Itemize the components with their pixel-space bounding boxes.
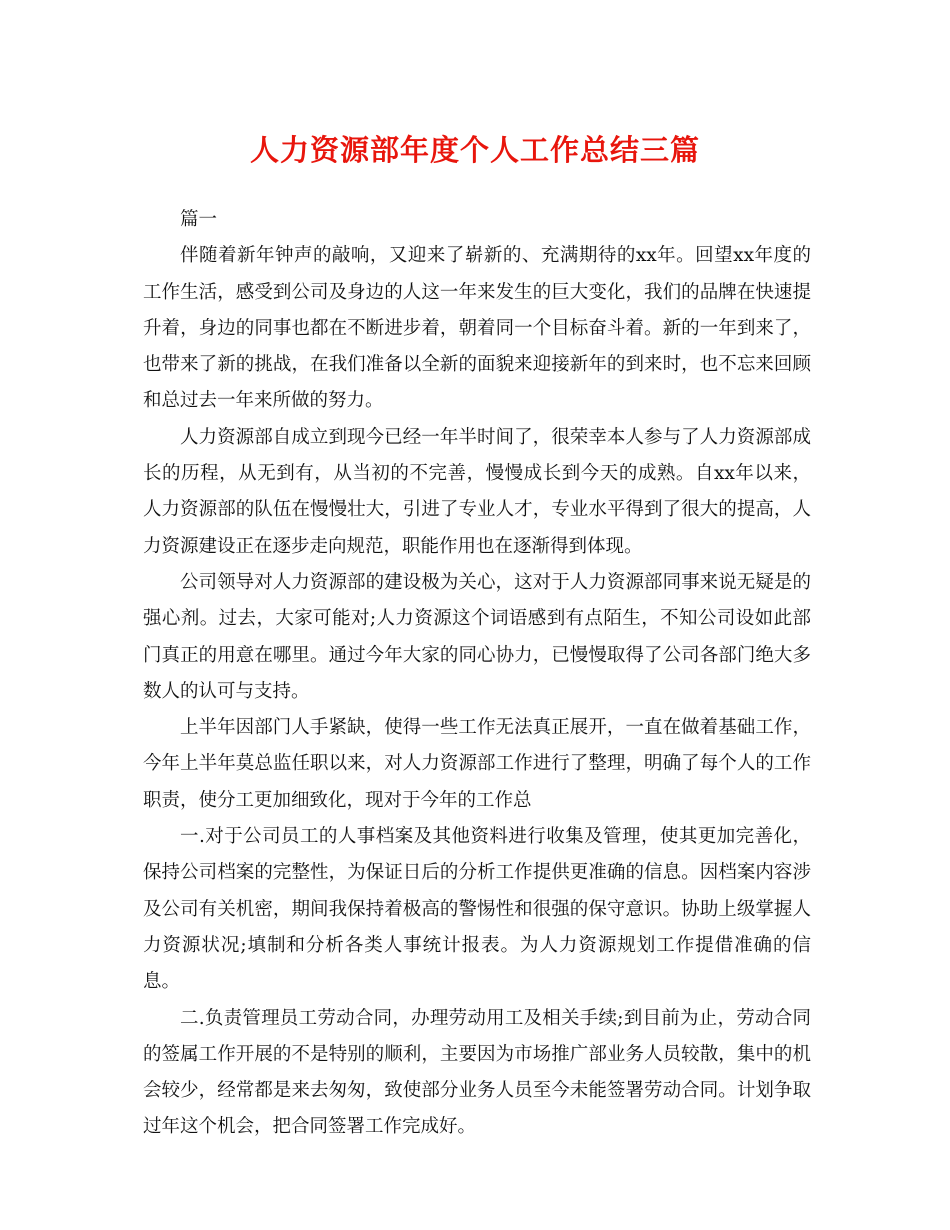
- paragraph: 公司领导对人力资源部的建设极为关心，这对于人力资源部同事来说无疑是的强心剂。过去，大家可能对;人力资源这个词语感到有点陌生，不知公司设如此部门真正的用意在哪里。通过今年大家的同心协力，已慢慢取得了公司各部门绝大多数人的认可与支持。: [143, 571, 811, 702]
- paragraph: 上半年因部门人手紧缺，使得一些工作无法真正展开，一直在做着基础工作，今年上半年莫总监任职以来，对人力资源部工作进行了整理，明确了每个人的工作职责，使分工更加细致化，现对于今年的工作总: [143, 717, 811, 811]
- document-title: 人力资源部年度个人工作总结三篇: [249, 133, 700, 167]
- section-label: 篇一: [180, 209, 218, 230]
- paragraph: 二.负责管理员工劳动合同，办理劳动用工及相关手续;到目前为止，劳动合同的签属工作开展的不是特别的顺利，主要因为市场推广部业务人员较散，集中的机会较少，经常都是来去匆匆，致使部分业务人员至今未能签署劳动合同。计划争取过年这个机会，把合同签署工作完成好。: [143, 1007, 811, 1138]
- document-body: [143, 202, 811, 1146]
- paragraph: 一.对于公司员工的人事档案及其他资料进行收集及管理，使其更加完善化，保持公司档案的完整性，为保证日后的分析工作提供更准确的信息。因档案内容涉及公司有关机密，期间我保持着极高的警惕性和很强的保守意识。协助上级掌握人力资源状况;填制和分析各类人事统计报表。为人力资源规划工作提借准确的信息。: [143, 826, 811, 993]
- paragraph: 人力资源部自成立到现今已经一年半时间了，很荣幸本人参与了人力资源部成长的历程，从无到有，从当初的不完善，慢慢成长到今天的成熟。自xx年以来，人力资源部的队伍在慢慢壮大，引进了专业人才，专业水平得到了很大的提高，人力资源建设正在逐步走向规范，职能作用也在逐渐得到体现。: [143, 426, 811, 557]
- paragraph: 伴随着新年钟声的敲响，又迎来了崭新的、充满期待的xx年。回望xx年度的工作生活，感受到公司及身边的人这一年来发生的巨大变化，我们的品牌在快速提升着，身边的同事也都在不断进步着，朝着同一个目标奋斗着。新的一年到来了，也带来了新的挑战，在我们准备以全新的面貌来迎接新年的到来时，也不忘来回顾和总过去一年来所做的努力。: [143, 245, 811, 412]
